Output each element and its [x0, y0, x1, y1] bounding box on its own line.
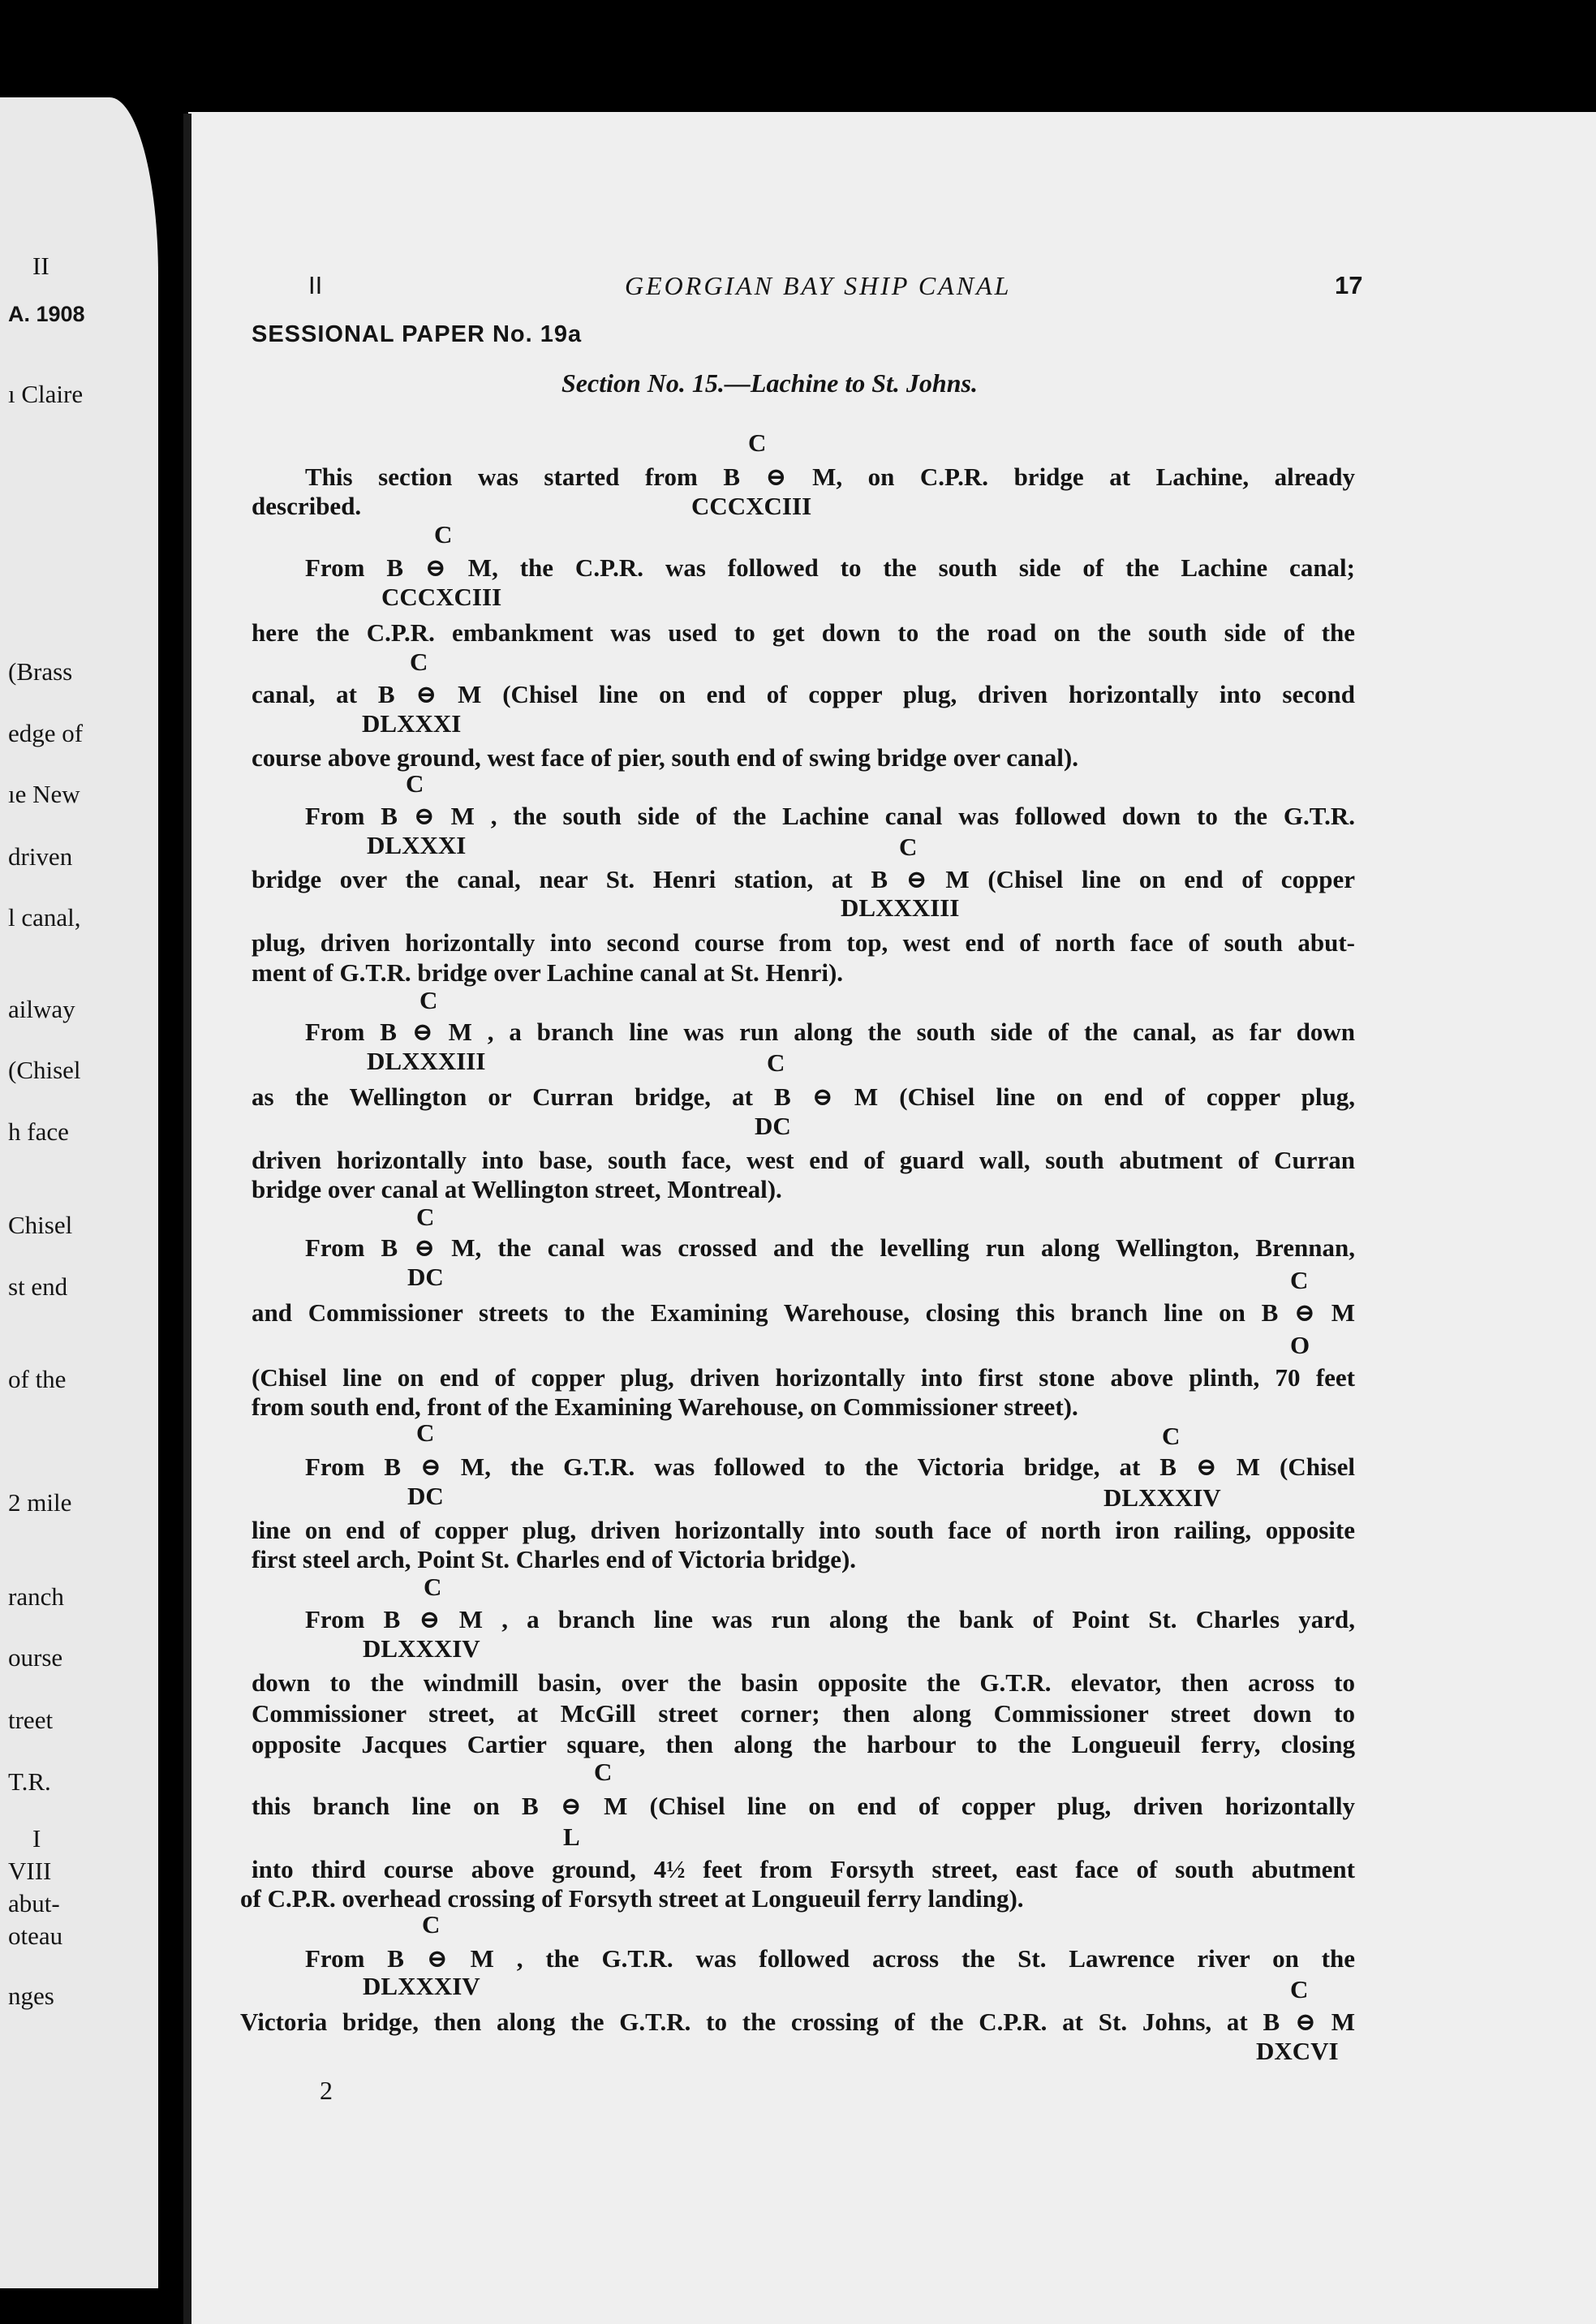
left-page-fragment: edge of — [8, 719, 84, 747]
benchmark-label: DC — [755, 1112, 791, 1140]
left-page-fragment: of the — [8, 1365, 67, 1393]
left-page-fragment: T.R. — [8, 1767, 51, 1796]
benchmark-label: C — [899, 833, 918, 861]
benchmark-label: C — [406, 769, 424, 798]
body-line: driven horizontally into base, south face, west end of guard wall, south abutment of Curran — [252, 1146, 1355, 1174]
benchmark-label: L — [563, 1823, 580, 1851]
benchmark-label: C — [1162, 1422, 1181, 1450]
benchmark-label: C — [434, 520, 453, 549]
body-line: as the Wellington or Curran bridge, at B ⊖ M (Chisel line on end of copper plug, — [252, 1082, 1355, 1111]
left-page-fragment: (Chisel — [8, 1056, 81, 1084]
body-line: line on end of copper plug, driven horizontally into south face of north iron railing, opposite — [252, 1516, 1355, 1544]
body-line: plug, driven horizontally into second course from top, west end of north face of south abut- — [252, 928, 1355, 957]
benchmark-label: DC — [407, 1482, 444, 1510]
body-line: first steel arch, Point St. Charles end of Victoria bridge). — [252, 1545, 857, 1573]
left-page-fragment: (Brass — [8, 657, 73, 686]
left-page-edge — [0, 97, 158, 2288]
left-page-fragment: l canal, — [8, 903, 81, 932]
body-line: into third course above ground, 4½ feet from Forsyth street, east face of south abutment — [252, 1855, 1355, 1883]
benchmark-label: C — [594, 1758, 613, 1786]
body-line: from south end, front of the Examining Warehouse, on Commissioner street). — [252, 1392, 1078, 1421]
body-line: From B ⊖ M , the G.T.R. was followed across the St. Lawrence river on the — [305, 1944, 1355, 1973]
left-page-fragment: driven — [8, 842, 73, 871]
benchmark-label: DC — [407, 1263, 444, 1291]
body-line: Victoria bridge, then along the G.T.R. to the crossing of the C.P.R. at St. Johns, at B ⊖ M — [240, 2008, 1355, 2036]
body-line: of C.P.R. overhead crossing of Forsyth street at Longueuil ferry landing). — [240, 1884, 1024, 1913]
signature-mark: 2 — [320, 2076, 333, 2105]
body-line: From B ⊖ M , a branch line was run along the bank of Point St. Charles yard, — [305, 1605, 1355, 1633]
left-page-fragment: I — [32, 1824, 41, 1853]
left-page-fragment: Chisel — [8, 1211, 73, 1239]
body-line: described. — [252, 492, 362, 520]
body-line: opposite Jacques Cartier square, then along the harbour to the Longueuil ferry, closing — [252, 1730, 1355, 1758]
benchmark-label: C — [410, 648, 428, 676]
body-line: From B ⊖ M, the G.T.R. was followed to the Victoria bridge, at B ⊖ M (Chisel — [305, 1452, 1355, 1481]
left-page-fragment: abut- — [8, 1889, 60, 1917]
body-line: and Commissioner streets to the Examining Warehouse, closing this branch line on B ⊖ M — [252, 1298, 1355, 1327]
benchmark-label: C — [416, 1418, 435, 1447]
body-line: bridge over canal at Wellington street, Montreal). — [252, 1175, 782, 1203]
body-line: ment of G.T.R. bridge over Lachine canal at St. Henri). — [252, 958, 844, 987]
benchmark-label: C — [422, 1910, 441, 1939]
left-page-fragment: ailway — [8, 995, 75, 1023]
body-line: this branch line on B ⊖ M (Chisel line on end of copper plug, driven horizontally — [252, 1792, 1355, 1820]
body-line: From B ⊖ M , a branch line was run along the south side of the canal, as far down — [305, 1018, 1355, 1046]
left-page-fragment: A. 1908 — [8, 302, 85, 326]
left-page-fragment: ıe New — [8, 780, 80, 808]
left-page-fragment: treet — [8, 1706, 54, 1734]
benchmark-label: O — [1290, 1331, 1310, 1359]
page-number: 17 — [1335, 271, 1363, 299]
body-line: canal, at B ⊖ M (Chisel line on end of copper plug, driven horizontally into second — [252, 680, 1355, 708]
body-line: From B ⊖ M , the south side of the Lachine canal was followed down to the G.T.R. — [305, 802, 1355, 830]
body-line: This section was started from B ⊖ M, on C.P.R. bridge at Lachine, already — [305, 463, 1355, 491]
benchmark-label: DLXXXIV — [363, 1634, 480, 1663]
benchmark-label: C — [416, 1203, 435, 1231]
benchmark-label: DXCVI — [1256, 2037, 1339, 2065]
benchmark-label: C — [419, 986, 438, 1014]
left-page-fragment: II — [32, 252, 49, 280]
body-line: (Chisel line on end of copper plug, driven horizontally into first stone above plinth, 70 feet — [252, 1363, 1355, 1392]
body-line: From B ⊖ M, the canal was crossed and the levelling run along Wellington, Brennan, — [305, 1233, 1355, 1262]
volume-number: II — [308, 271, 323, 299]
left-page-fragment: st end — [8, 1272, 68, 1301]
left-page-fragment: 2 mile — [8, 1488, 72, 1517]
benchmark-label: C — [1290, 1975, 1309, 2003]
page-binding-edge — [183, 114, 191, 2324]
left-page-fragment: ourse — [8, 1643, 63, 1672]
body-line: course above ground, west face of pier, south end of swing bridge over canal). — [252, 743, 1078, 772]
benchmark-label: DLXXXIV — [363, 1972, 480, 2000]
sessional-paper-label: SESSIONAL PAPER No. 19a — [252, 321, 583, 347]
benchmark-label: DLXXXI — [367, 831, 467, 859]
benchmark-label: C — [767, 1048, 785, 1077]
left-page-fragment: oteau — [8, 1922, 63, 1950]
body-line: Commissioner street, at McGill street corner; then along Commissioner street down to — [252, 1699, 1355, 1728]
benchmark-label: DLXXXIII — [367, 1047, 486, 1075]
body-line: here the C.P.R. embankment was used to get down to the road on the south side of the — [252, 618, 1355, 647]
section-heading: Section No. 15.—Lachine to St. Johns. — [561, 368, 978, 398]
benchmark-label: C — [748, 428, 767, 457]
body-line: bridge over the canal, near St. Henri station, at B ⊖ M (Chisel line on end of copper — [252, 865, 1355, 893]
benchmark-label: CCCXCIII — [691, 492, 812, 520]
body-line: down to the windmill basin, over the basin opposite the G.T.R. elevator, then across to — [252, 1668, 1355, 1697]
benchmark-label: C — [1290, 1266, 1309, 1294]
left-page-fragment: h face — [8, 1117, 69, 1146]
benchmark-label: DLXXXI — [362, 709, 462, 738]
left-page-fragment: ranch — [8, 1582, 64, 1611]
left-page-fragment: nges — [8, 1982, 54, 2010]
left-page-fragment: VIII — [8, 1857, 52, 1885]
running-title: GEORGIAN BAY SHIP CANAL — [625, 271, 1012, 300]
benchmark-label: DLXXXIV — [1103, 1483, 1221, 1512]
benchmark-label: C — [424, 1573, 442, 1601]
left-page-fragment: ı Claire — [8, 380, 84, 408]
benchmark-label: DLXXXIII — [841, 893, 960, 922]
benchmark-label: CCCXCIII — [381, 583, 502, 611]
body-line: From B ⊖ M, the C.P.R. was followed to the south side of the Lachine canal; — [305, 553, 1355, 582]
